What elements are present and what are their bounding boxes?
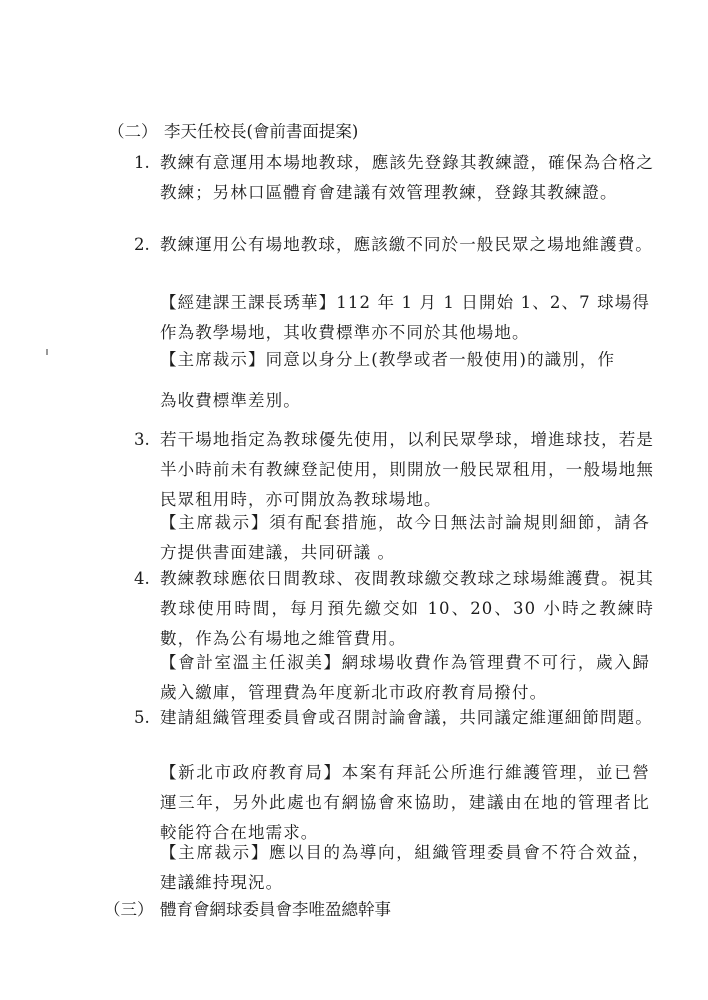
note-chair-ruling-1a: 【主席裁示】同意以身分上(教學或者一般使用)的識別，作 [160,350,616,369]
note-chair-ruling-1b: 為收費標準差別。 [160,391,301,410]
section-marker: （三） [104,900,154,919]
item-number: 4. [134,569,150,588]
section-title: 體育會網球委員會李唯盈總幹事 [160,900,391,919]
item-text: 教練教球應依日間教球、夜間教球繳交教球之球場維護費。視其教球使用時間，每月預先繳交如 10、20、30 小時之教練時數，作為公有場地之維管費用。 [160,569,654,648]
list-item-5 [134,703,654,733]
item-text: 若干場地指定為教球優先使用，以利民眾學球，增進球技，若是半小時前未有教練登記使用，則開放一般民眾租用，一般場地無民眾租用時，亦可開放為教球場地。 [160,430,654,509]
list-item-4 [134,564,654,654]
item-text: 教練有意運用本場地教球，應該先登錄其教練證，確保為合格之教練；另林口區體育會建議有效管理教練，登錄其教練證。 [160,153,654,202]
note-accounting-office: 【會計室溫主任淑美】網球場收費作為管理費不可行，歲入歸歲入繳庫，管理費為年度新北市政府教育局撥付。 [160,653,650,702]
section-heading-3 [104,898,391,922]
margin-mark [46,349,48,355]
section-marker: （二） [108,122,158,141]
item-number: 2. [134,235,150,254]
item-number: 5. [134,708,150,727]
note-chair-ruling-3: 【主席裁示】應以目的為導向，組織管理委員會不符合效益，建議維持現況。 [160,843,650,892]
item-text: 建請組織管理委員會或召開討論會議，共同議定維運細節問題。 [160,708,653,727]
list-item-2 [134,230,654,260]
section-title: 李天任校長(會前書面提案) [164,122,359,141]
note-economic-dept: 【經建課王課長琇華】112 年 1 月 1 日開始 1、2、7 球場得作為教學場地，其收費標準亦不同於其他場地。 [160,293,650,342]
note-chair-ruling-2: 【主席裁示】須有配套措施，故今日無法討論規則細節，請各方提供書面建議，共同研議 。 [160,513,650,562]
item-number: 3. [134,430,150,449]
section-heading-2 [108,120,358,144]
item-number: 1. [134,153,150,172]
item-text: 教練運用公有場地教球，應該繳不同於一般民眾之場地維護費。 [160,235,653,254]
list-item-1 [134,148,654,208]
note-education-bureau: 【新北市政府教育局】本案有拜託公所進行維護管理，並已營運三年，另外此處也有網協會來協助，建議由在地的管理者比較能符合在地需求。 [160,763,650,842]
list-item-3 [134,425,654,515]
